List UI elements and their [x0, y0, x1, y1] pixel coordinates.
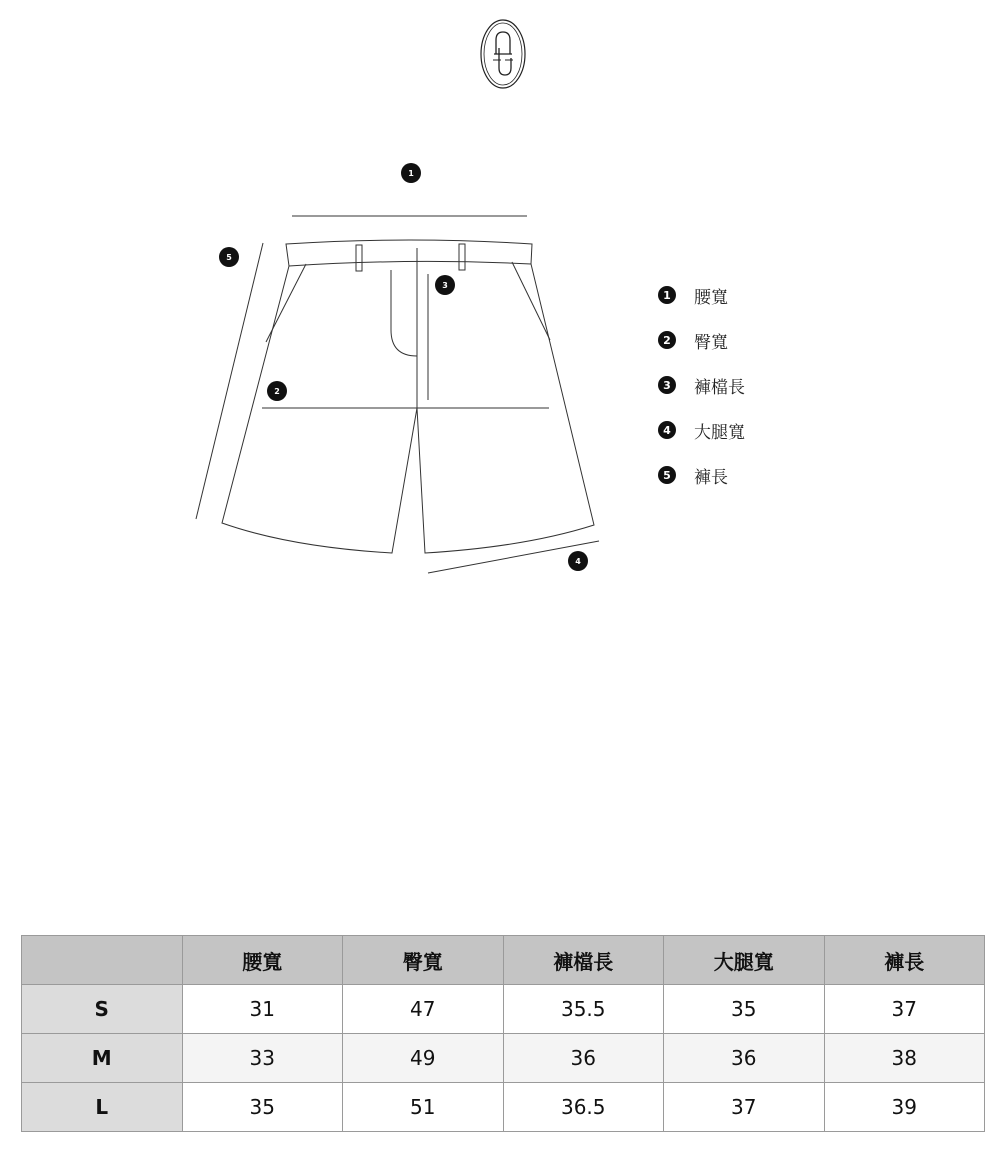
length-line	[196, 243, 263, 519]
table-cell: 33	[182, 1034, 343, 1083]
svg-text:5: 5	[226, 253, 232, 262]
header-rise: 褲檔長	[503, 936, 664, 985]
legend-number: 3	[658, 376, 676, 394]
table-row	[22, 1083, 985, 1132]
table-corner	[22, 936, 183, 985]
size-label: L	[22, 1083, 183, 1132]
table-cell: 47	[343, 985, 504, 1034]
table-row	[22, 1034, 985, 1083]
header-waist: 腰寬	[182, 936, 343, 985]
legend-number: 5	[658, 466, 676, 484]
header-hip: 臀寬	[343, 936, 504, 985]
svg-text:3: 3	[442, 281, 448, 290]
table-row	[22, 985, 985, 1034]
legend-item	[658, 463, 745, 487]
size-label: M	[22, 1034, 183, 1083]
table-cell: 49	[343, 1034, 504, 1083]
table-cell: 35	[664, 985, 825, 1034]
header-length: 褲長	[824, 936, 985, 985]
legend-label: 褲長	[694, 467, 728, 488]
legend-label: 臀寬	[694, 332, 728, 353]
table-cell: 37	[664, 1083, 825, 1132]
svg-text:2: 2	[274, 387, 280, 396]
table-cell: 51	[343, 1083, 504, 1132]
size-table	[21, 935, 985, 1132]
table-cell: 38	[824, 1034, 985, 1083]
table-cell: 36	[664, 1034, 825, 1083]
table-cell: 35	[182, 1083, 343, 1132]
legend-number: 2	[658, 331, 676, 349]
legend-item	[658, 373, 745, 397]
size-label: S	[22, 985, 183, 1034]
table-cell: 35.5	[503, 985, 664, 1034]
svg-text:4: 4	[575, 557, 581, 566]
legend-item	[658, 328, 745, 352]
table-header-row	[22, 936, 985, 985]
legend-label: 大腿寬	[694, 422, 745, 443]
legend-number: 1	[658, 286, 676, 304]
table-cell: 36.5	[503, 1083, 664, 1132]
svg-text:1: 1	[408, 169, 414, 178]
table-cell: 37	[824, 985, 985, 1034]
legend-item	[658, 418, 745, 442]
table-cell: 31	[182, 985, 343, 1034]
header-thigh: 大腿寬	[664, 936, 825, 985]
legend-label: 腰寬	[694, 287, 728, 308]
table-cell: 39	[824, 1083, 985, 1132]
legend-label: 褲檔長	[694, 377, 745, 398]
table-cell: 36	[503, 1034, 664, 1083]
legend-item	[658, 283, 745, 307]
legend-number: 4	[658, 421, 676, 439]
measurement-legend	[658, 283, 745, 508]
